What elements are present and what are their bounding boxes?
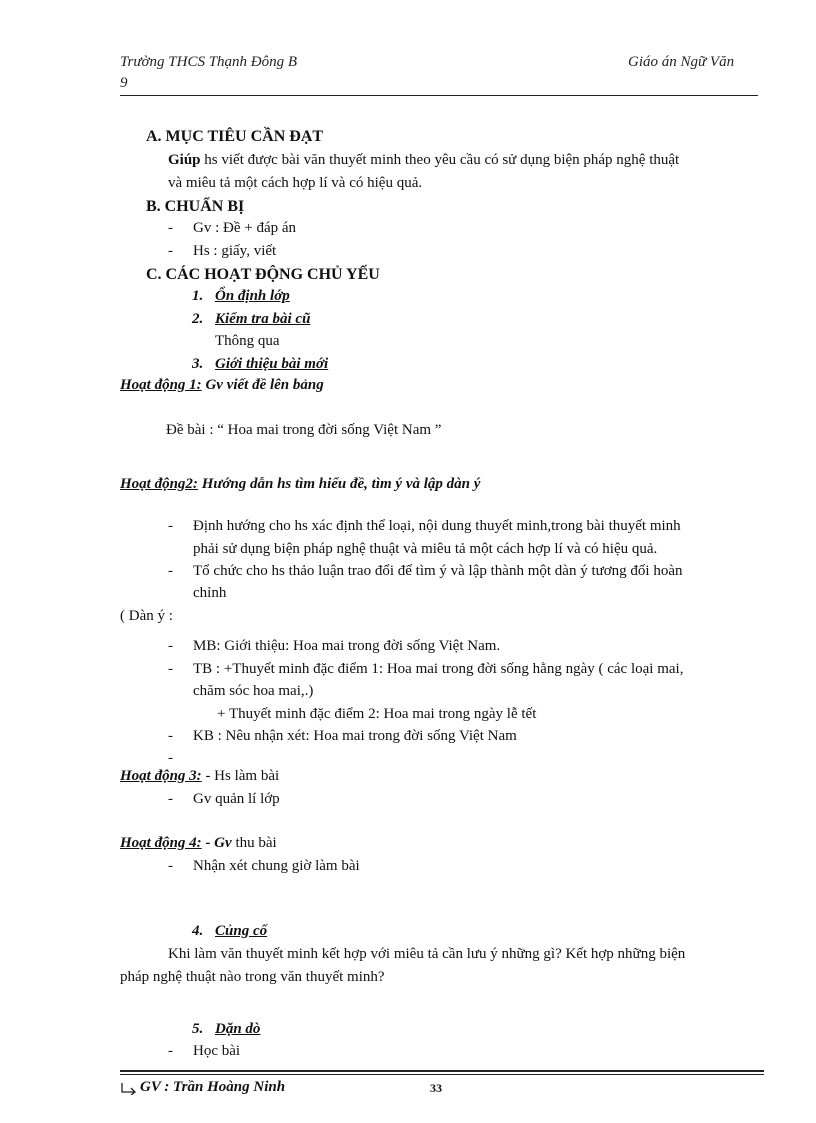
- activity-1-topic: Đề bài : “ Hoa mai trong đời sống Việt Nam ”: [166, 422, 442, 438]
- section-a-line1-text: hs viết được bài văn thuyết minh theo yêu cầu có sử dụng biện pháp nghệ thuật: [200, 152, 680, 168]
- section-4-title: Củng cố: [215, 923, 268, 939]
- sub1-title: Ổn định lớp: [215, 288, 290, 304]
- section-4-number: 4.: [192, 923, 204, 939]
- activity-2-title: Hướng dẫn hs tìm hiểu đề, tìm ý và lập dàn ý: [197, 476, 481, 492]
- sub3-number: 3.: [192, 356, 204, 372]
- list-dash: -: [168, 220, 173, 236]
- activity-4-gv: - Gv: [201, 835, 232, 851]
- outline-mb: MB: Giới thiệu: Hoa mai trong đời sống Việt Nam.: [193, 638, 501, 654]
- activity-1-heading: [120, 377, 324, 394]
- sub2-note: Thông qua: [215, 333, 280, 349]
- activity-2-item1-line2: phải sử dụng biện pháp nghệ thuật và miêu tả một cách hợp lí và có hiệu quả.: [193, 541, 658, 557]
- hand-pointer-icon: [120, 1079, 138, 1100]
- section-5-number: 5.: [192, 1021, 204, 1037]
- section-b-item-gv: Gv : Đề + đáp án: [193, 220, 297, 236]
- activity-3-item: Gv quản lí lớp: [193, 791, 280, 807]
- list-dash: -: [168, 750, 173, 766]
- sub1-number: 1.: [192, 288, 204, 304]
- section-4-line2: pháp nghệ thuật nào trong văn thuyết minh?: [120, 969, 385, 985]
- list-dash: -: [168, 1043, 173, 1059]
- outline-tb-line1: TB : +Thuyết minh đặc điểm 1: Hoa mai trong đời sống hằng ngày ( các loại mai,: [193, 661, 684, 677]
- activity-2-item1-line1: Định hướng cho hs xác định thể loại, nội dung thuyết minh,trong bài thuyết minh: [193, 518, 681, 534]
- activity-3-heading: [120, 768, 279, 785]
- activity-4-label: Hoạt động 4:: [120, 835, 202, 851]
- section-b-heading: B. CHUẨN BỊ: [146, 198, 245, 215]
- activity-3-label: Hoạt động 3:: [120, 768, 202, 784]
- list-dash: -: [168, 563, 173, 579]
- activity-2-heading: [120, 476, 480, 493]
- section-4-line1: Khi làm văn thuyết minh kết hợp với miêu tả cần lưu ý những gì? Kết hợp những biện: [168, 946, 686, 962]
- outline-kb: KB : Nêu nhận xét: Hoa mai trong đời sống Việt Nam: [193, 728, 517, 744]
- section-5-title: Dặn dò: [215, 1021, 261, 1037]
- activity-3-text: - Hs làm bài: [201, 768, 280, 784]
- section-5-item: Học bài: [193, 1043, 241, 1059]
- footer-author: GV : Trần Hoàng Ninh: [140, 1079, 286, 1095]
- list-dash: -: [168, 661, 173, 677]
- section-a-heading: A. MỤC TIÊU CẦN ĐẠT: [146, 128, 324, 145]
- list-dash: -: [168, 791, 173, 807]
- sub2-title: Kiểm tra bài cũ: [215, 311, 311, 327]
- list-dash: -: [168, 243, 173, 259]
- section-b-item-hs: Hs : giấy, viết: [193, 243, 277, 259]
- section-a-lead: Giúp: [168, 152, 201, 168]
- activity-2-label: Hoạt động2:: [120, 476, 198, 492]
- activity-4-item: Nhận xét chung giờ làm bài: [193, 858, 360, 874]
- activity-4-heading: [120, 835, 277, 852]
- section-a-line1: [168, 152, 679, 169]
- list-dash: -: [168, 858, 173, 874]
- outline-tb-line2: chăm sóc hoa mai,.): [193, 683, 314, 699]
- header-subject: Giáo án Ngữ Văn: [628, 54, 735, 70]
- activity-2-item2-line1: Tổ chức cho hs thảo luận trao đổi để tìm ý và lập thành một dàn ý tương đối hoàn: [193, 563, 683, 579]
- activity-2-item2-line2: chỉnh: [193, 585, 227, 601]
- sub3-title: Giới thiệu bài mới: [215, 356, 329, 372]
- list-dash: -: [168, 518, 173, 534]
- header-school: Trường THCS Thạnh Đông B: [120, 54, 298, 70]
- footer-rule-thick: [120, 1070, 764, 1072]
- list-dash: -: [168, 638, 173, 654]
- page-number: 33: [430, 1081, 442, 1095]
- sub2-number: 2.: [192, 311, 204, 327]
- outline-tb-line3: + Thuyết minh đặc điểm 2: Hoa mai trong ngày lễ tết: [217, 706, 537, 722]
- section-a-line2: và miêu tả một cách hợp lí và có hiệu quả.: [168, 175, 423, 191]
- outline-label: ( Dàn ý :: [120, 608, 173, 624]
- activity-1-title: Gv viết đề lên bảng: [201, 377, 324, 393]
- footer-rule-thin: [120, 1074, 764, 1075]
- header-rule: [120, 95, 758, 96]
- section-c-heading: C. CÁC HOẠT ĐỘNG CHỦ YẾU: [146, 266, 380, 283]
- activity-4-text: thu bài: [231, 835, 277, 851]
- activity-1-label: Hoạt động 1:: [120, 377, 202, 393]
- list-dash: -: [168, 728, 173, 744]
- header-grade: 9: [120, 75, 128, 91]
